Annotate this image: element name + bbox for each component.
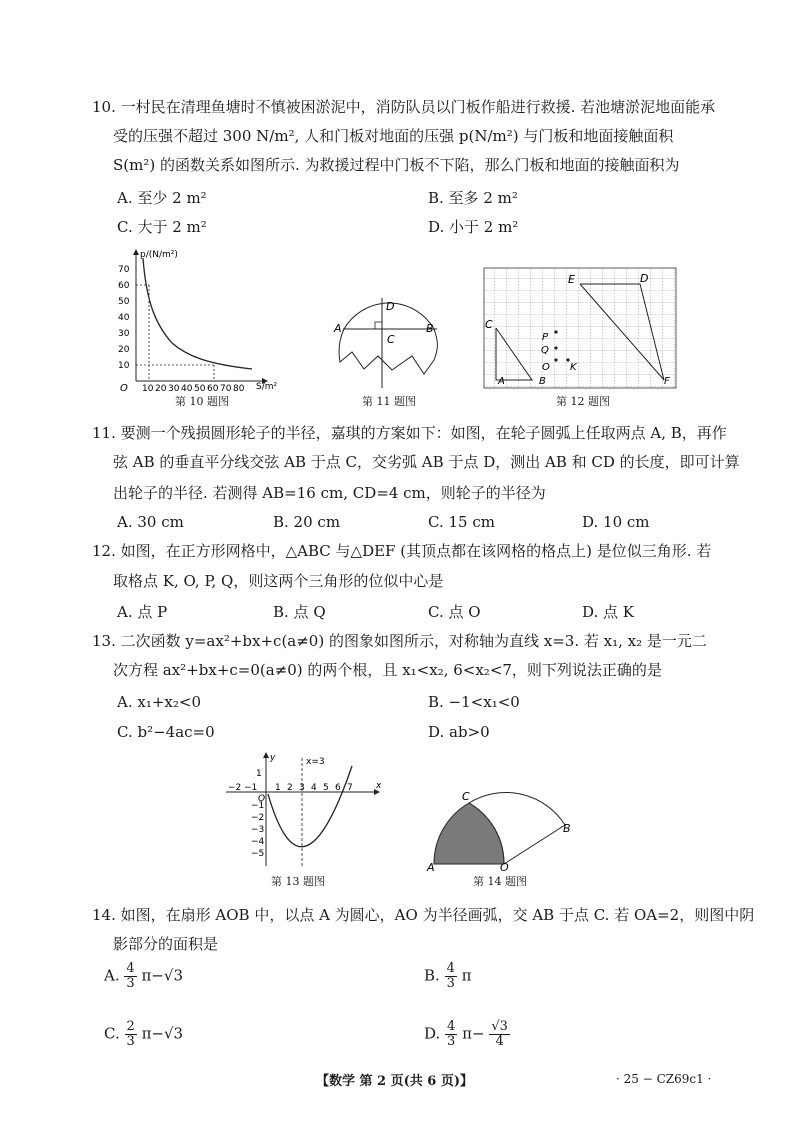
fig12-label-q: Q (541, 345, 549, 356)
q14-option-a-fraction: $\frac{4}{3}$ (126, 961, 135, 991)
q14-option-d (424, 1020, 510, 1049)
q14-option-c (104, 1020, 183, 1049)
q10-option-d: D. 小于 2 m² (428, 218, 519, 236)
fig12-label-e: E (568, 273, 575, 286)
q14-option-c-label: C. (104, 1024, 120, 1043)
q13-option-a: A. x₁+x₂<0 (117, 693, 201, 711)
fig13-xtick: 5 (323, 783, 329, 793)
fig13-xtick: 4 (311, 783, 317, 793)
fig12-label-f: F (664, 376, 670, 387)
fig12-grid (482, 266, 682, 391)
fig13-xtick: 6 (335, 783, 341, 793)
fig10-xtick: 20 (155, 384, 167, 394)
fig13-xtick: 1 (275, 783, 281, 793)
fig11-label-a: A (334, 322, 342, 335)
q14-line1: 14. 如图，在扇形 AOB 中，以点 A 为圆心，AO 为半径画弧，交 AB 于点 C. 若 OA=2，则图中阴 (92, 906, 755, 924)
q12-option-b: B. 点 Q (273, 603, 326, 621)
fig13-ytick: −3 (251, 825, 265, 835)
q12-option-c: C. 点 O (428, 603, 481, 621)
q14-option-a-label: A. (104, 966, 120, 985)
q10-line1: 10. 一村民在清理鱼塘时不慎被困淤泥中，消防队员以门板作船进行救援. 若池塘淤泥地面能承 (92, 98, 716, 116)
fig14-label-o: O (500, 861, 509, 874)
q10-line2: 受的压强不超过 300 N/m², 人和门板对地面的压强 p(N/m²) 与门板和地面接触面积 (113, 127, 674, 145)
fig13-xtick: −1 (244, 783, 258, 793)
fig11-broken-wheel (330, 296, 450, 391)
fig14-caption: 第 14 题图 (473, 875, 527, 888)
paper-code: · 25 − CZ69c1 · (616, 1072, 712, 1086)
q13-option-b: B. −1<x₁<0 (428, 693, 520, 711)
q10-option-a: A. 至少 2 m² (117, 189, 207, 207)
fig12-label-b: B (539, 376, 546, 387)
fig10-ytick: 50 (118, 297, 130, 307)
fig13-caption: 第 13 题图 (271, 875, 325, 888)
fig10-graph (112, 243, 292, 393)
fig10-xtick: 40 (181, 384, 193, 394)
q14-option-b-tail: π (461, 966, 472, 985)
q12-line2: 取格点 K, O, P, Q，则这两个三角形的位似中心是 (113, 572, 444, 590)
q14-option-d-label: D. (424, 1024, 441, 1043)
q14-option-a-tail: π−√3 (141, 966, 183, 985)
fig14-label-a: A (427, 861, 435, 874)
fig13-ytick: −5 (251, 849, 265, 859)
fig12-label-c: C (485, 318, 493, 331)
q11-option-b: B. 20 cm (273, 513, 341, 531)
q14-option-a (104, 962, 183, 991)
q13-line1: 13. 二次函数 y=ax²+bx+c(a≠0) 的图象如图所示，对称轴为直线 x=3. 若 x₁, x₂ 是一元二 (92, 632, 707, 650)
q14-option-b-label: B. (424, 966, 440, 985)
fig13-ylabel: y (270, 753, 276, 763)
fig12-label-k: K (570, 362, 577, 373)
fig13-ytick: −2 (251, 813, 265, 823)
q14-line2: 影部分的面积是 (113, 935, 219, 953)
q14-option-d-fraction: $\frac{4}{3}$ (447, 1019, 456, 1049)
q12-line1: 12. 如图，在正方形网格中，△ABC 与△DEF (其顶点都在该网格的格点上) 是位似三角形. 若 (92, 542, 712, 560)
fig11-caption: 第 11 题图 (362, 395, 416, 408)
fig13-xtick: 2 (287, 783, 293, 793)
fig10-ytick: 30 (118, 329, 130, 339)
fig11-label-b: B (426, 322, 434, 335)
q13-option-c: C. b²−4ac=0 (117, 723, 215, 741)
q14-option-b-fraction: $\frac{4}{3}$ (446, 961, 455, 991)
fig13-origin: O (258, 794, 266, 804)
fig10-ytick: 70 (118, 265, 130, 275)
fig11-label-c: C (387, 333, 395, 346)
fig14-sector (424, 778, 584, 873)
q13-option-d: D. ab>0 (428, 723, 490, 741)
fig12-label-d: D (640, 272, 649, 285)
q12-option-d: D. 点 K (582, 603, 635, 621)
fig10-xtick: 60 (207, 384, 219, 394)
fig13-ytick: 1 (256, 769, 262, 779)
fig10-ylabel: p/(N/m²) (140, 250, 178, 260)
q11-option-c: C. 15 cm (428, 513, 495, 531)
fig12-label-o: O (542, 362, 550, 373)
fig10-xtick: 70 (220, 384, 232, 394)
fig10-ytick: 10 (118, 361, 130, 371)
q12-option-a: A. 点 P (117, 603, 168, 621)
fig10-caption: 第 10 题图 (175, 395, 229, 408)
q14-option-b (424, 962, 472, 991)
fig13-ytick: −1 (251, 801, 265, 811)
fig10-xtick: 80 (233, 384, 245, 394)
fig13-parabola (224, 752, 384, 870)
q14-option-c-fraction: $\frac{2}{3}$ (126, 1019, 135, 1049)
fig13-xtick: 3 (299, 783, 305, 793)
q10-line3: S(m²) 的函数关系如图所示. 为救援过程中门板不下陷，那么门板和地面的接触面积为 (113, 156, 680, 174)
fig13-ytick: −4 (251, 837, 265, 847)
fig13-xtick: −2 (228, 783, 242, 793)
fig10-xtick: 10 (142, 384, 154, 394)
fig12-label-a: A (498, 376, 505, 387)
fig10-ytick: 40 (118, 313, 130, 323)
q11-option-d: D. 10 cm (582, 513, 650, 531)
page-footer: 【数学 第 2 页(共 6 页)】 (316, 1074, 474, 1089)
q11-line2: 弦 AB 的垂直平分线交弦 AB 于点 C，交劣弧 AB 于点 D，测出 AB 和 CD 的长度，即可计算 (113, 453, 740, 471)
q14-option-d-mid: π− (462, 1024, 485, 1043)
q10-option-b: B. 至多 2 m² (428, 189, 518, 207)
fig10-origin: O (120, 383, 128, 394)
fig11-label-d: D (386, 300, 395, 313)
fig10-ytick: 20 (118, 345, 130, 355)
q14-option-d-fraction2: $\frac{√3}{4}$ (491, 1019, 508, 1049)
fig10-ytick: 60 (118, 281, 130, 291)
fig13-axis-label: x=3 (306, 757, 325, 767)
q11-line1: 11. 要测一个残损圆形轮子的半径，嘉琪的方案如下：如图，在轮子圆弧上任取两点 A, B，再作 (92, 424, 727, 442)
fig12-caption: 第 12 题图 (556, 395, 610, 408)
fig13-xlabel: x (376, 781, 382, 791)
q14-option-c-tail: π−√3 (141, 1024, 184, 1043)
fig10-xtick: 30 (168, 384, 180, 394)
fig14-label-b: B (563, 822, 571, 835)
fig12-label-p: P (542, 332, 549, 343)
fig10-xtick: 50 (194, 384, 206, 394)
q10-option-c: C. 大于 2 m² (117, 218, 207, 236)
q11-option-a: A. 30 cm (117, 513, 184, 531)
fig13-xtick: 7 (347, 783, 353, 793)
fig10-xlabel: S/m² (256, 382, 278, 392)
q11-line3: 出轮子的半径. 若测得 AB=16 cm, CD=4 cm，则轮子的半径为 (113, 484, 546, 502)
fig14-label-c: C (462, 790, 470, 803)
q13-line2: 次方程 ax²+bx+c=0(a≠0) 的两个根，且 x₁<x₂, 6<x₂<7，则下列说法正确的是 (113, 661, 662, 679)
